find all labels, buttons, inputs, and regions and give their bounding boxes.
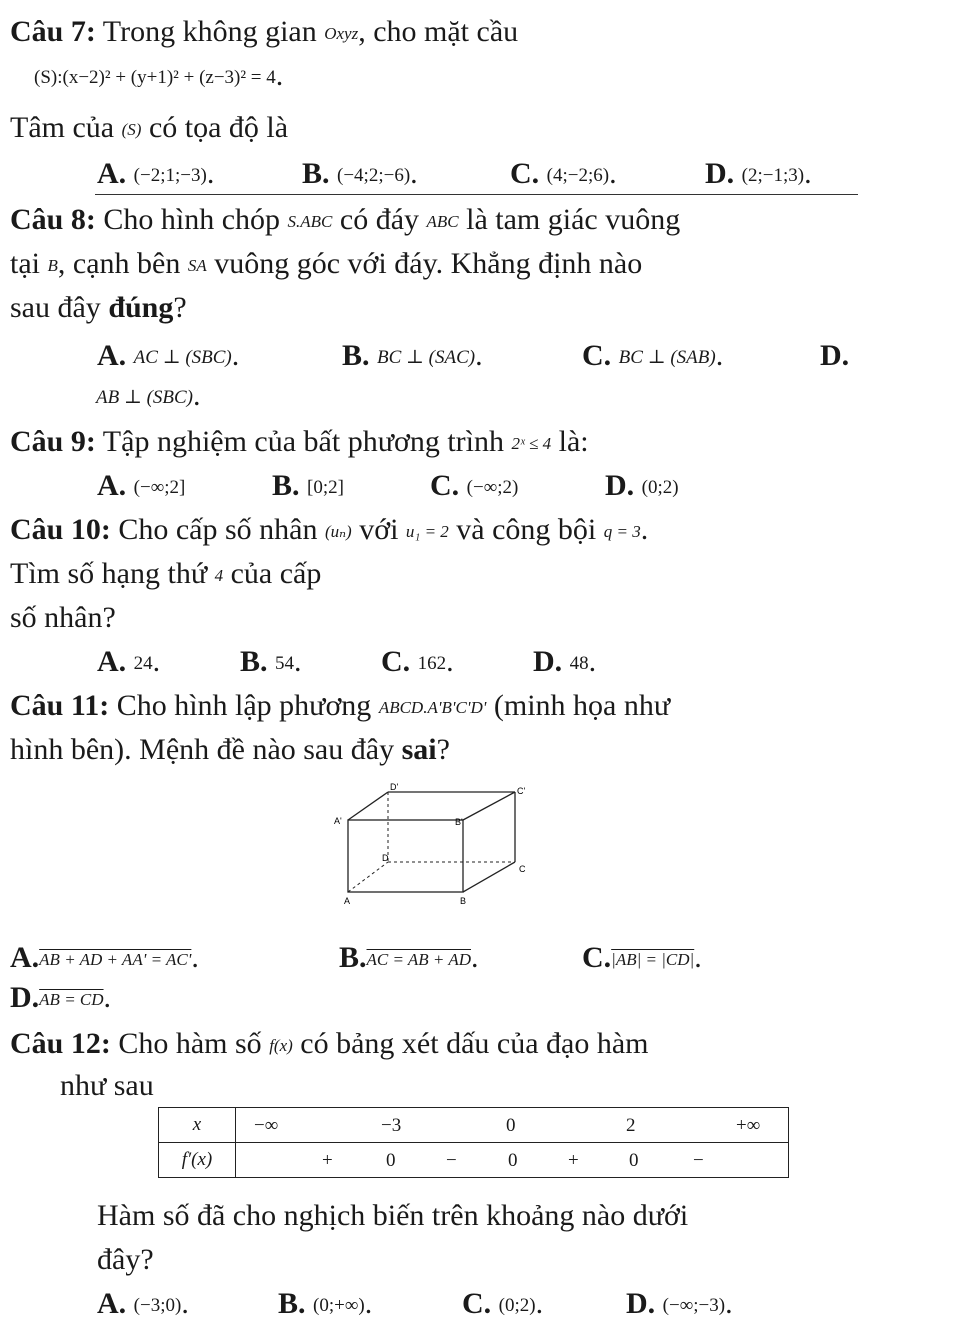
- option-end: .: [609, 157, 617, 190]
- q10-text: số nhân?: [10, 601, 116, 634]
- vertex-label: A': [334, 816, 342, 826]
- q10-label: Câu 10:: [10, 513, 111, 546]
- q10-text: Tìm số hạng thứ: [10, 557, 215, 590]
- q12-option-d[interactable]: [626, 1286, 733, 1324]
- option-label: A.: [97, 157, 127, 190]
- q8-option-b[interactable]: [342, 338, 483, 376]
- option-value: 162: [417, 653, 447, 675]
- option-end: .: [725, 1287, 733, 1320]
- q7-text: có tọa độ là: [141, 111, 289, 144]
- q12-option-b[interactable]: [278, 1286, 372, 1324]
- sign-value: +: [568, 1150, 579, 1171]
- x-value: 0: [506, 1115, 516, 1136]
- q7-option-a[interactable]: [97, 156, 214, 194]
- x-value: −3: [381, 1115, 402, 1136]
- option-value: (0;+∞): [313, 1295, 365, 1317]
- q11-option-c[interactable]: [582, 940, 702, 978]
- q8-emphasis: đúng: [108, 291, 174, 324]
- q12-line-4: [97, 1242, 154, 1278]
- option-label: D.: [533, 645, 563, 678]
- q11-text: ?: [436, 733, 450, 766]
- option-value: BC ⊥ (SAC): [377, 347, 476, 369]
- q7-equation: (S):(x−2)² + (y+1)² + (z−3)² = 4: [34, 67, 276, 89]
- q11-emphasis: sai: [401, 733, 437, 766]
- q7-text: Trong không gian: [95, 15, 325, 48]
- option-end: .: [193, 379, 201, 412]
- q7-line-1: [10, 14, 518, 52]
- option-value: (4;−2;6): [546, 165, 610, 187]
- q9-line-1: [10, 424, 589, 462]
- row-head-fprime: f′(x): [159, 1143, 236, 1178]
- q11-text: Cho hình lập phương: [109, 689, 379, 722]
- q11-option-b[interactable]: [339, 940, 479, 978]
- q9-label: Câu 9:: [10, 425, 96, 458]
- q10-text: .: [640, 513, 649, 546]
- cube-figure: [320, 780, 540, 910]
- sign-table: [158, 1107, 789, 1178]
- q7-sphere: (S): [121, 120, 142, 140]
- option-label: D.: [605, 469, 635, 502]
- q10-line-3: [10, 600, 116, 636]
- q7-option-d[interactable]: [705, 156, 812, 194]
- option-label: B.: [342, 339, 370, 372]
- q8-option-c[interactable]: [582, 338, 723, 376]
- q7-text: , cho mặt cầu: [358, 15, 519, 48]
- sign-value: 0: [629, 1150, 639, 1171]
- option-label: C.: [462, 1287, 492, 1320]
- option-label: D.: [820, 339, 850, 372]
- q8-pyramid: S.ABC: [287, 212, 333, 232]
- q10-n: 4: [214, 566, 224, 586]
- x-value: 2: [626, 1115, 636, 1136]
- q9-option-d[interactable]: [605, 468, 679, 506]
- row-x-cells: [236, 1108, 789, 1143]
- q7-space: Oxyz: [324, 24, 359, 44]
- option-end: .: [804, 157, 812, 190]
- option-end: .: [364, 1287, 373, 1320]
- q9-text: Tập nghiệm của bất phương trình: [95, 425, 512, 458]
- q8-line-2: [10, 246, 642, 284]
- q7-equation-line: [34, 58, 283, 96]
- sign-value: −: [446, 1150, 457, 1171]
- vertex-label: B: [460, 896, 467, 906]
- q7-option-b[interactable]: [302, 156, 418, 194]
- q11-option-d[interactable]: [10, 980, 111, 1018]
- option-value: (2;−1;3): [741, 165, 805, 187]
- q7-text: Tâm của: [10, 111, 122, 144]
- option-end: .: [475, 339, 483, 372]
- option-label: B.: [302, 157, 330, 190]
- option-label: B.: [278, 1287, 306, 1320]
- option-label: A.: [97, 1287, 127, 1320]
- q8-text: tại: [10, 247, 48, 280]
- vertex-label: D: [382, 853, 389, 863]
- sign-table-row-x: [159, 1108, 789, 1143]
- option-end: .: [231, 339, 240, 372]
- q9-option-a[interactable]: [97, 468, 185, 506]
- q9-option-c[interactable]: [430, 468, 518, 506]
- q10-line-2: [10, 556, 321, 594]
- option-label: A.: [97, 339, 127, 372]
- q7-option-c[interactable]: [510, 156, 617, 194]
- q12-option-c[interactable]: [462, 1286, 543, 1324]
- q10-text: Cho cấp số nhân: [110, 513, 325, 546]
- q8-base: ABC: [426, 212, 459, 232]
- q12-text: Cho hàm số: [110, 1027, 270, 1060]
- divider: [95, 194, 858, 195]
- q10-ratio: q = 3: [603, 522, 641, 542]
- q11-cube: ABCD.A'B'C'D': [378, 698, 487, 718]
- q12-line-3: [97, 1198, 688, 1234]
- q8-text: , cạnh bên: [57, 247, 188, 280]
- q10-option-b[interactable]: [240, 644, 302, 682]
- cube-edge: [463, 862, 515, 892]
- vertex-label: A: [344, 896, 351, 906]
- option-value: (−4;2;−6): [337, 165, 411, 187]
- q12-text: Hàm số đã cho nghịch biến trên khoảng nào dưới: [97, 1199, 689, 1232]
- q8-line-3: [10, 290, 187, 326]
- q7-eq-end: .: [275, 59, 284, 92]
- option-value: (−2;1;−3): [133, 165, 207, 187]
- q9-text: là:: [551, 425, 589, 458]
- cube-edge-hidden: [348, 862, 388, 892]
- option-value: (−∞;2]: [133, 477, 186, 499]
- option-end: .: [152, 645, 161, 678]
- q8-text: vuông góc với đáy. Khẳng định nào: [206, 247, 643, 280]
- option-label: C.: [582, 941, 612, 974]
- x-value: −∞: [254, 1115, 279, 1136]
- q10-u1: u₁ = 2: [405, 522, 449, 542]
- option-value: 24: [133, 653, 153, 675]
- sign-value: 0: [508, 1150, 518, 1171]
- option-end: .: [694, 941, 702, 974]
- vertex-label: C': [517, 786, 526, 796]
- sign-value: +: [322, 1150, 333, 1171]
- option-end: .: [294, 645, 302, 678]
- option-value: (0;2): [641, 477, 679, 499]
- q8-text: là tam giác vuông: [458, 203, 681, 236]
- q8-text: ?: [173, 291, 187, 324]
- cube-front-face: [348, 820, 463, 892]
- option-value: [0;2]: [307, 477, 344, 499]
- row-head-x: x: [159, 1108, 236, 1143]
- q10-line-1: [10, 512, 648, 550]
- q11-label: Câu 11:: [10, 689, 110, 722]
- q8-edge: SA: [187, 256, 207, 276]
- option-end: .: [181, 1287, 189, 1320]
- q7-label: Câu 7:: [10, 15, 96, 48]
- q10-text: của cấp: [223, 557, 322, 590]
- q11-option-a[interactable]: [10, 940, 199, 978]
- q8-text: Cho hình chóp: [95, 203, 288, 236]
- sign-value: 0: [386, 1150, 396, 1171]
- option-end: .: [471, 941, 479, 974]
- q8-option-d-value[interactable]: [96, 378, 201, 416]
- q12-text: đây?: [97, 1243, 154, 1276]
- q10-option-d[interactable]: [533, 644, 596, 682]
- vertex-label: D': [390, 782, 399, 792]
- option-label: B.: [339, 941, 367, 974]
- option-label: A.: [97, 469, 127, 502]
- q11-line-1: [10, 688, 670, 726]
- option-value: 54: [275, 653, 295, 675]
- q8-vertex: B: [47, 256, 58, 276]
- option-value: AC = AB + AD: [366, 950, 471, 970]
- option-label: C.: [381, 645, 411, 678]
- option-end: .: [535, 1287, 544, 1320]
- q8-line-1: [10, 202, 680, 240]
- option-value: AB = CD: [39, 990, 104, 1010]
- q12-text: như sau: [60, 1069, 154, 1102]
- x-value: +∞: [736, 1115, 761, 1136]
- q11-line-2: [10, 732, 450, 768]
- option-label: A.: [10, 941, 40, 974]
- option-label: C.: [430, 469, 460, 502]
- q11-text: hình bên). Mệnh đề nào sau đây: [10, 733, 402, 766]
- sign-value: −: [693, 1150, 704, 1171]
- q12-line-1: [10, 1026, 648, 1064]
- vertex-label: B': [455, 817, 463, 827]
- vertex-label: C: [519, 864, 526, 874]
- option-value: (−∞;−3): [662, 1295, 726, 1317]
- q10-option-a[interactable]: [97, 644, 160, 682]
- q12-option-a[interactable]: [97, 1286, 189, 1324]
- q10-seq: (uₙ): [324, 522, 352, 542]
- option-label: C.: [582, 339, 612, 372]
- q10-text: và công bội: [448, 513, 604, 546]
- option-end: .: [103, 981, 112, 1014]
- option-label: A.: [97, 645, 127, 678]
- option-end: .: [191, 941, 199, 974]
- option-end: .: [410, 157, 418, 190]
- q12-func: f(x): [269, 1036, 293, 1056]
- q8-text: sau đây: [10, 291, 109, 324]
- q10-option-c[interactable]: [381, 644, 454, 682]
- q11-text: (minh họa như: [486, 689, 671, 722]
- q12-label: Câu 12:: [10, 1027, 111, 1060]
- q8-label: Câu 8:: [10, 203, 96, 236]
- option-label: D.: [626, 1287, 656, 1320]
- option-end: .: [715, 339, 724, 372]
- option-value: 48: [569, 653, 589, 675]
- q10-text: với: [351, 513, 406, 546]
- option-end: .: [206, 157, 215, 190]
- option-end: .: [446, 645, 454, 678]
- option-label: B.: [272, 469, 300, 502]
- option-value: AB ⊥ (SBC): [96, 387, 194, 409]
- option-label: D.: [705, 157, 735, 190]
- q12-line-2: [60, 1068, 154, 1104]
- option-value: |AB| = |CD|: [611, 950, 695, 970]
- cube-edge: [463, 792, 515, 820]
- option-label: B.: [240, 645, 268, 678]
- q9-option-b[interactable]: [272, 468, 344, 506]
- option-value: (0;2): [498, 1295, 536, 1317]
- option-value: BC ⊥ (SAB): [618, 347, 716, 369]
- q7-line-3: [10, 110, 288, 148]
- cube-edge: [348, 792, 388, 820]
- q8-text: có đáy: [332, 203, 427, 236]
- option-value: (−3;0): [133, 1295, 182, 1317]
- sign-table-row-fprime: [159, 1143, 789, 1178]
- q8-option-d[interactable]: [820, 338, 849, 374]
- q8-option-a[interactable]: [97, 338, 239, 376]
- q12-text: có bảng xét dấu của đạo hàm: [292, 1027, 649, 1060]
- option-value: AB + AD + AA' = AC': [39, 950, 192, 970]
- q9-inequality: 2ˣ ≤ 4: [511, 434, 552, 454]
- option-label: D.: [10, 981, 40, 1014]
- row-fprime-cells: [236, 1143, 789, 1178]
- option-end: .: [588, 645, 597, 678]
- option-value: AC ⊥ (SBC): [133, 347, 232, 369]
- option-label: C.: [510, 157, 540, 190]
- option-value: (−∞;2): [466, 477, 519, 499]
